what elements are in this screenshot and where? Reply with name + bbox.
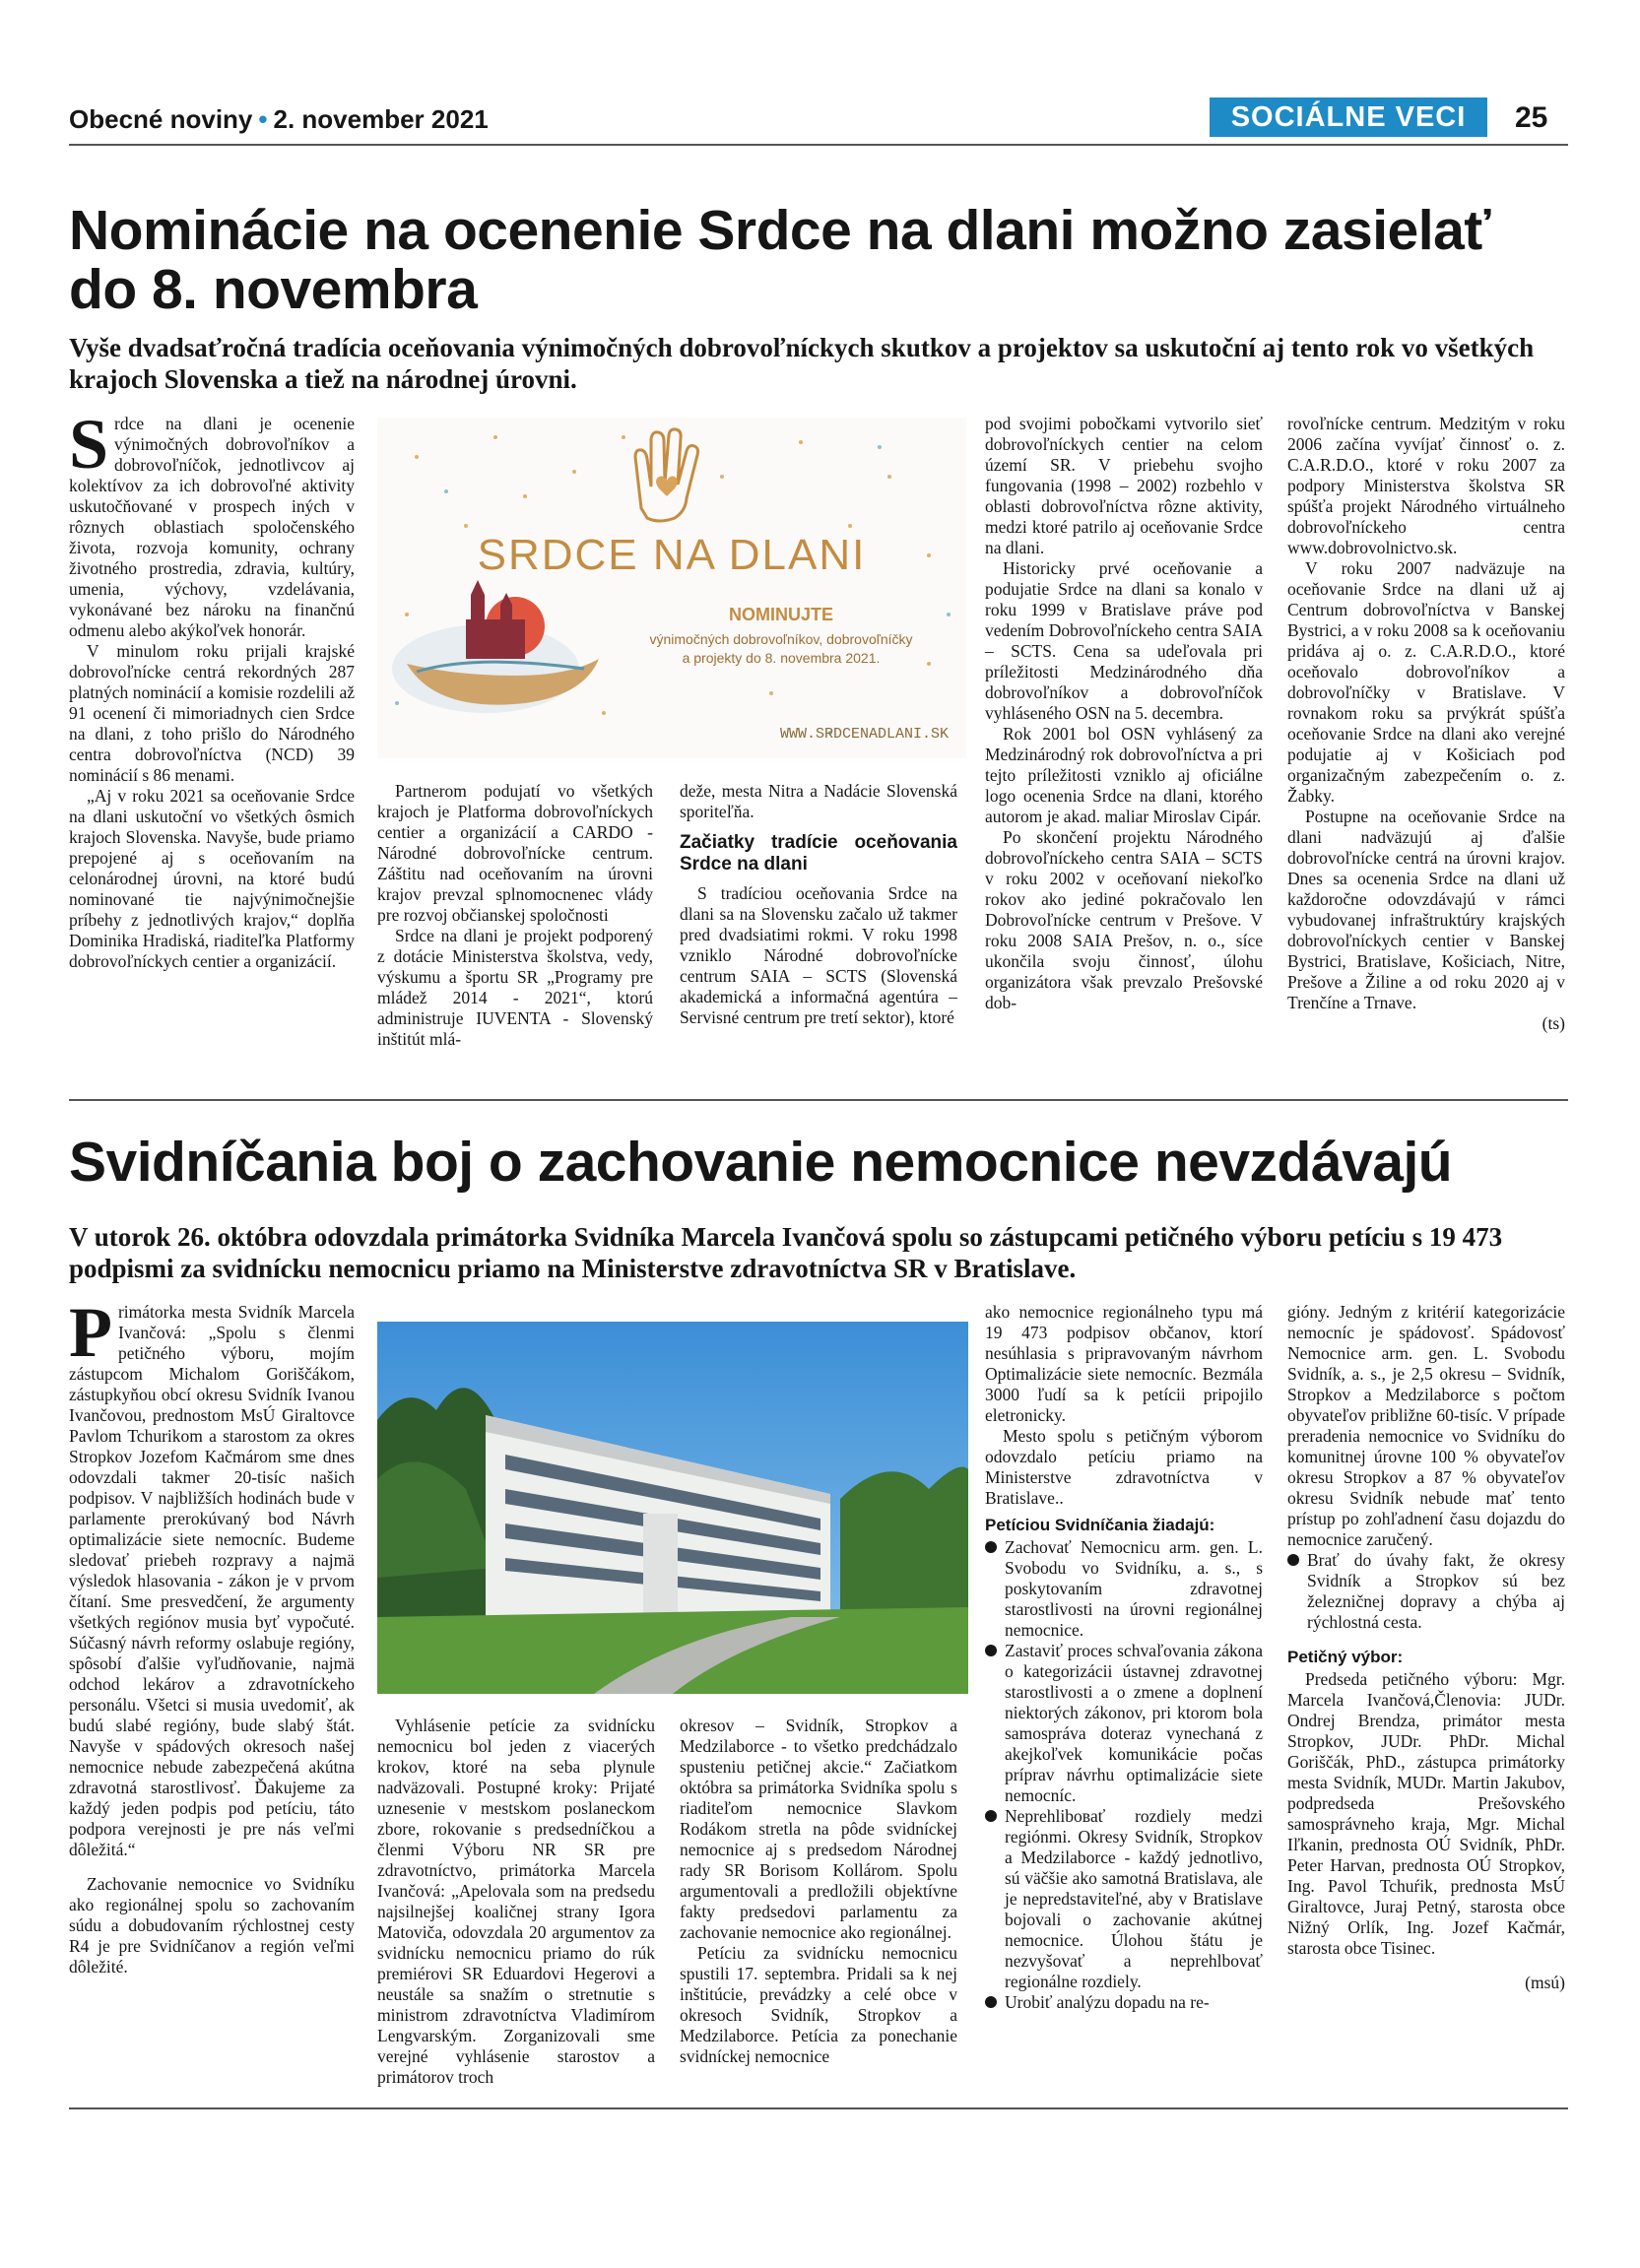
article1-subhead: Začiatky tradície oceňovania Srdce na dlani bbox=[680, 832, 957, 875]
article1-lead: Vyše dvadsaťročná tradícia oceňovania výnimočných dobrovoľníckych skutkov a projektov sa uskutoční aj tento rok vo všetkých krajoch Slovenska a tiež na národnej úrovni. bbox=[69, 333, 1535, 394]
header-rule bbox=[69, 144, 1568, 146]
article1-column-2: Partnerom podujatí vo všetkých krajoch je Platforma dobrovoľníckych centier a organizácií a CARDO - Národné dobrovoľnícke centrum. Záštitu nad oceňovaním na úrovni krajov prevzal splnomocnenec vlády pre rozvoj občianskej spoločnosti Srdce na dlani je projekt podporený z dotácie Ministerstva školstva, vedy, výskumu a športu SR „Programy pre mládež 2014 - 2021“, ktorú administruje IUVENTA - Slovenský inštitút mlá- bbox=[377, 781, 653, 1049]
poster-nominate: NOMINUJTE bbox=[728, 605, 833, 624]
article2-lead: V utorok 26. októbra odovzdala primátorka Svidníka Marcela Ivančová spolu so zástupcami petičného výboru petíciu s 19 473 podpismi za svidnícku nemocnicu priamo na Ministerstve zdravotníctva SR v Bratislave. bbox=[69, 1222, 1503, 1283]
article1-column-4: pod svojimi pobočkami vytvorilo sieť dobrovoľníckych centier na celom území SR. V priebehu svojho fungovania (1998 – 2002) rozbehlo v oblasti dobrovoľníctva rôzne aktivity, medzi ktoré patrilo aj oceňovanie Srdce na dlani. Historicky prvé oceňovanie a podujatie Srdce na dlani sa konalo v roku 1999 v Bratislave práve pod vedením Dobrovoľníckeho centra SAIA – SCTS. Cena sa udeľovala pri príležitosti Medzinárodného dňa dobrovoľníkov a dobrovoľníčok vyhláseného OSN na 5. decembra. Rok 2001 bol OSN vyhlásený za Medzinárodný rok dobrovoľníctva a pri tejto príležitosti vzniklo aj oficiálne logo ocenenia Srdce na dlani, ktorého autorom je akad. maliar Miroslav Cipár. Po skončení projektu Národného dobrovoľníckeho centra SAIA – SCTS v roku 2002 v oceňovaní niekoľko rokov ako jediné pokračovalo len Dobrovoľnícke centrum v Prešove. V roku 2008 SAIA Prešov, n. o., síce ukončila svoju činnosť, úlohu organizátora však prevzalo Prešovské dob- bbox=[985, 414, 1263, 1012]
issue-date: 2. november 2021 bbox=[273, 104, 489, 134]
castle-icon bbox=[466, 580, 525, 659]
article2-column-5: gióny. Jedným z kritérií kategorizácie nemocníc je spádovosť. Spádovosť Nemocnice arm. gen. L. Svobodu Svidník, a. s., je 2,5 okresu – Svidník, Stropkov a Medzilaborce s počtom obyvateľov približne 60-tisíc. V prípade preradenia nemocnice vo Svidníku do komunitnej úrovne 100 % obyvateľov okresu Stropkov a 87 % obyvateľov okresu Svidník nebude mať tento prístup po zohľadnení času dojazdu do nemocnice zaručený. Brať do úvahy fakt, že okresy Svidník a Stropkov sú bez železničnej dopravy a chýba aj rýchlostná cesta. Petičný výbor: Predseda petičného výboru: Mgr. Marcela Ivančová,Členovia: JUDr. Ondrej Brendza, primátor mesta Stropkov, JUDr. PhDr. Michal Goriščák, PhD., zástupca primátorky mesta Svidník, MUDr. Martin Jakubov, podpredseda Prešovského samosprávneho kraja, Mgr. Michal Iľkanin, prednosta OÚ Svidník, PhDr. Peter Harvan, prednosta OÚ Stropkov, Ing. Pavol Tchuŕik, prednosta MsÚ Giraltovce, Juraj Petný, starosta obce Nižný Orlík, Ing. Jozef Kačmár, starosta obce Tisinec. (msú) bbox=[1287, 1302, 1565, 1992]
article1-column-5: rovoľnícke centrum. Medzitým v roku 2006 začína vyvíjať činnosť o. z. C.A.R.D.O., ktoré v roku 2007 za podpory Ministerstva školstva SR spúšťa projekt Národného virtuálneho dobrovoľníckeho centra www.dobrovolnictvo.sk. V roku 2007 nadväzuje na oceňovanie Srdce na dlani už aj Centrum dobrovoľníctva v Banskej Bystrici, a v roku 2008 sa k oceňovaniu pridáva aj o. z. C.A.R.D.O., ktoré oceňovalo dobrovoľníkov a dobrovoľníčky v Bratislave. V rovnakom roku sa prvýkrát spúšťa oceňovanie Srdce na dlani ako verejné podujatie aj v Košiciach pod organizačným zabezpečením o. z. Žabky. Postupne na oceňovanie Srdce na dlani nadväzujú aj ďalšie dobrovoľnícke centrá na úrovni krajov. Dnes sa ocenenia Srdce na dlani už každoročne odovzdávajú v rámci vybudovanej infraštruktúry krajských dobrovoľníckych centier v Banskej Bystrici, Bratislave, Košiciach, Nitre, Prešove a Žiline a od roku 2020 aj v Trenčíne a Trnave. (ts) bbox=[1287, 414, 1565, 1033]
srdce-na-dlani-poster bbox=[377, 418, 966, 758]
hand-heart-icon bbox=[635, 429, 698, 521]
committee-heading: Petičný výbor: bbox=[1287, 1648, 1404, 1666]
demand-item: Brať do úvahy fakt, že okresy Svidník a Stropkov sú bez železničnej dopravy a chýba aj rýchlostná cesta. bbox=[1287, 1550, 1565, 1633]
poster-title: SRDCE NA DLANI bbox=[477, 531, 867, 579]
demand-item: Neprehliboвať rozdiely medzi regiónmi. Okresy Svidník, Stropkov a Medzilaborce - každý jednotlivo, sú väčšie ako samotná Bratislava, ale je nepredstaviteľné, aby v Bratislave bojovali o zachovanie akútnej nemocnice. Úlohou štátu je nezvyšovať a neprehlbovať regionálne rozdiely. bbox=[985, 1806, 1263, 1992]
separator-dot: • bbox=[258, 104, 268, 134]
footer-rule bbox=[69, 2107, 1568, 2109]
article1-headline: Nominácie na ocenenie Srdce na dlani možno zasielať do 8. novembra bbox=[69, 199, 1491, 321]
poster-url: WWW.SRDCENADLANI.SK bbox=[779, 726, 949, 743]
hospital-photo bbox=[377, 1322, 968, 1694]
demands-heading: Petíciou Svidníčania žiadajú: bbox=[985, 1516, 1215, 1534]
section-label: SOCIÁLNE VECI bbox=[1210, 97, 1487, 137]
demand-item: Zachovať Nemocnicu arm. gen. L. Svobodu vo Svidníku, a. s., s poskytovaním zdravotnej starostlivosti na úrovni regionálnej nemocnice. bbox=[985, 1537, 1263, 1641]
poster-artwork bbox=[377, 418, 966, 758]
dropcap: S bbox=[69, 405, 109, 484]
article2-column-3: okresov – Svidník, Stropkov a Medzilaborce - to všetko predchádzalo spusteniu petičnej akcie.“ Začiatkom októbra sa primátorka Svidníka spolu s riaditeľom nemocnice Slavkom Rodákom stretla na pôde svidníckej nemocnice aj s predsedom Národnej rady SR Borisom Kollárom. Spolu argumentovali a predložili objektívne fakty predsedovi parlamentu za zachovanie nemocnice ako regionálnej. Petíciu za svidnícku nemocnicu spustili 17. septembra. Pridali sa k nej inštitúcie, prevádzky a celé obce v okresoch Svidník, Stropkov a Medzilaborce. Petícia za ponechanie svidníckej nemocnice bbox=[680, 1716, 957, 2066]
dropcap: P bbox=[69, 1293, 112, 1372]
article2-column-2: Vyhlásenie petície za svidnícku nemocnicu bol jeden z viacerých krokov, ktoré na seba plynule nadväzovali. Postupné kroky: Prijaté uznesenie v mestskom poslaneckom zbore, rokovanie s predsedníčkou a členmi Výboru NR SR pre zdravotníctvo, primátorka Marcela Ivančová: „Apelovala som na predsedu najsilnejšej koaličnej strany Igora Matoviča, odovzdala 20 argumentov za svidnícku nemocnicu priamo do rúk premiérovi SR Eduardovi Hegerovi a neustále sa snažím o stretnutie s ministrom zdravotníctva Vladimírom Lengvarským. Zorganizovali sme verejné vyhlásenie starostov a primátorov troch bbox=[377, 1716, 655, 2087]
article2-column-4: ako nemocnice regionálneho typu má 19 473 podpisov občanov, ktorí nesúhlasia s pripravovaným návrhom Optimalizácie siete nemocníc. Bezmála 3000 ľudí sa k petícii pripojilo eletronicky. Mesto spolu s petičným výborom odovzdalo petíciu priamo na Ministerstve zdravotníctva v Bratislave.. Petíciou Svidníčania žiadajú: Zachovať Nemocnicu arm. gen. L. Svobodu vo Svidníku, a. s., s poskytovaním zdravotnej starostlivosti na úrovni regionálnej nemocnice. Zastaviť proces schvaľovania zákona o kategorizácii ústavnej zdravotnej starostlivosti a o zmene a doplnení niektorých zákonov, pri ktorom bola samospráva doteraz vynechaná z akejkoľvek komunikácie počas príprav návrhu optimalizácie siete nemocníc. Neprehliboвať rozdiely medzi regiónmi. Okresy Svidník, Stropkov a Medzilaborce - každý jednotlivo, sú väčšie ako samotná Bratislava, ale je nepredstaviteľné, aby v Bratislave bojovali o zachovanie akútnej nemocnice. Úlohou štátu je nezvyšovať a neprehlbovať regionálne rozdiely. Urobiť analýzu dopadu na re- bbox=[985, 1302, 1263, 2012]
article1-column-3: deže, mesta Nitra a Nadácie Slovenská sporiteľňa. Začiatky tradície oceňovania Srdce na dlani S tradíciou oceňovania Srdce na dlani sa na Slovensku začalo už takmer pred dvadsiatimi rokmi. V roku 1998 vzniklo Národné dobrovoľnícke centrum SAIA – SCTS (Slovenská akademická a informačná agentúra – Servisné centrum pre tretí sektor), ktoré bbox=[680, 781, 957, 1027]
page-number: 25 bbox=[1515, 101, 1548, 134]
hospital-building-image bbox=[377, 1322, 968, 1694]
demand-item: Zastaviť proces schvaľovania zákona o kategorizácii ústavnej zdravotnej starostlivosti a o zmene a doplnení niektorých zákonov, pri ktorom bola samospráva doteraz vynechaná z akejkoľvek komunikácie počas príprav návrhu optimalizácie siete nemocníc. bbox=[985, 1641, 1263, 1806]
publication-name: Obecné noviny bbox=[69, 104, 253, 134]
article1-signature: (ts) bbox=[1542, 1013, 1565, 1033]
masthead bbox=[69, 104, 489, 135]
article2-signature: (msú) bbox=[1525, 1973, 1565, 1992]
article-divider bbox=[69, 1099, 1568, 1101]
article2-headline: Svidníčania boj o zachovanie nemocnice nevzdávajú bbox=[69, 1131, 1453, 1194]
demand-item: Urobiť analýzu dopadu na re- bbox=[985, 1992, 1263, 2013]
article1-column-1: S rdce na dlani je ocenenie výnimočných dobrovoľníkov a dobrovoľníčok, jednotlivcov aj kolektívov za ich dobrovoľné aktivity uskutočňované v prospech iných v rôznych oblastiach spoločenského života, rozvoja komunity, ochrany životného prostredia, zdravia, kultúry, umenia, výchovy, vzdelávania, vykonávané bez nároku na finančnú odmenu alebo akýkoľvek honorár. V minulom roku prijali krajské dobrovoľnícke centrá rekordných 287 platných nominácií a komisie rozdelili až 91 ocenení či mimoriadnych cien Srdce na dlani, z toho prišlo do Národného centra dobrovoľníctva (NCD) 39 nominácií s 86 menami. „Aj v roku 2021 sa oceňovanie Srdce na dlani uskutoční vo všetkých ôsmich krajoch Slovenska. Navyše, bude priamo prepojené aj s oceňovaním na celonárodnej úrovni, na ktoré budú nominované tie najvýnimočnejšie príbehy z jednotlivých krajov,“ doplňa Dominika Hradiská, riaditeľka Platformy dobrovoľníckych centier a organizácií. bbox=[69, 405, 355, 971]
article2-column-1: P rimátorka mesta Svidník Marcela Ivančová: „Spolu s členmi petičného výboru, mojím zástupcom Michalom Goriščákom, zástupkyňou obcí okresu Svidník Ivanou Ivančovou, prednostom MsÚ Giraltovce Pavlom Tchurikom a starostom za okres Stropkov Jozefom Kačmárom sme dnes odovzdali takmer 20-tisíc našich podpisov. V najbližších hodinách bude v parlamente prerokúvaný bod Návrh optimalizácie siete nemocníc. Budeme sledovať priebeh rozpravy a najmä výsledok hlasovania - zákon je v prvom čítaní. Sme presvedčení, že argumenty všetkých regiónov musia byť vypočuté. Súčasný návrh reformy oslabuje regióny, spôsobí ďalšie vyľudňovanie, najmä odchod lekárov a zdravotníckeho personálu. Všetci si musia uvedomiť, ak budú slabé regióny, bude slabý štát. Navyše v spádových okresoch našej nemocnice nebude zabezpečená akútna zdravotná starostlivosť. Ďakujeme za každý jeden podpis pod petíciu, táto podpora verejnosti je pre nás veľmi dôležitá.“ Zachovanie nemocnice vo Svidníku ako regionálnej spolu so zachovaním súdu a dobudovaním rýchlostnej cesty R4 je pre Svidníčanov a región veľmi dôležité. bbox=[69, 1293, 355, 1976]
poster-subtitle: výnimočných dobrovoľníkov, dobrovoľníčky a projekty do 8. novembra 2021. bbox=[649, 631, 913, 666]
